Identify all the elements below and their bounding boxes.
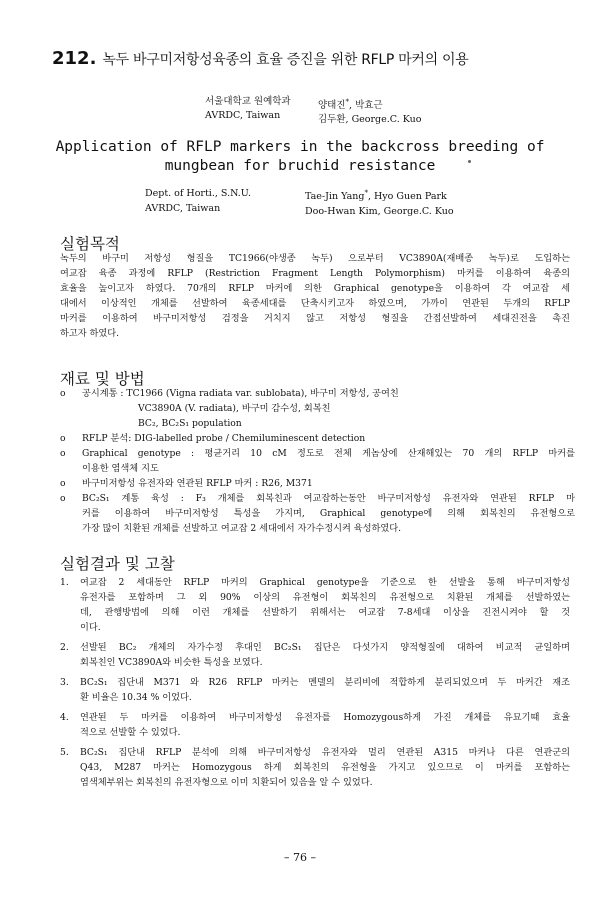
item-line: 이다. [80,622,101,633]
item-number: 1. [60,577,69,588]
authors-english [305,186,454,219]
author-ko-1: 양태진 [318,100,346,112]
authors-en-2: Doo-Hwan Kim, George.C. Kuo [305,206,454,218]
affiliation-ko-2: AVRDC, Taiwan [205,110,281,121]
affiliation-en-2: AVRDC, Taiwan [145,203,221,214]
item-line: 데, 관행방법에 의해 이런 개체를 선발하기 위해서는 여교잡 7-8세대 이상을 진전시켜야 할 것 [80,607,570,618]
bullet: o [60,388,66,399]
bullet: o [60,493,66,504]
item-number: 5. [60,747,69,758]
item-line: 염색체부위는 회복친의 유전자형으로 이미 치환되어 있음을 알 수 있었다. [80,777,373,788]
item-line: 이용한 염색체 지도 [82,463,159,474]
author-en-1: Tae-Jin Yang [305,191,365,203]
item-line: 커를 이용하여 바구미저항성 특성을 가지며, Graphical genotype에 의해 회복친의 유전형으로 [82,508,575,519]
item-line: BC₂S₁ 계통 육성 : F₃ 개체를 회복친과 여교잡하는동안 바구미저항성 유전자와 연관된 RFLP 마 [82,493,575,504]
objective-line: 마커를 이용하여 바구미저항성 검정을 거치지 않고 저항성 형질을 간접선발하여 세대진전을 촉진 [60,313,570,324]
objective-paragraph [60,251,570,341]
item-line: 환 비율은 10.34 % 이었다. [80,692,192,703]
item-line: Graphical genotype : 평균거리 10 cM 정도로 전체 게놈상에 산재해있는 70 개의 RFLP 마커를 [82,448,575,459]
list-item [60,710,570,740]
section-heading-materials: 재료 및 방법 [60,370,145,388]
item-number: 4. [60,712,69,723]
bullet: o [60,433,66,444]
title-korean: 녹두 바구미저항성육종의 효율 증진을 위한 RFLP 마커의 이용 [102,52,469,68]
objective-line: 하고자 하였다. [60,328,120,339]
item-line: RFLP 분석: DIG-labelled probe / Chemiluminescent detection [82,433,366,444]
item-line: 적으로 선발할 수 있었다. [80,727,181,738]
list-item [60,476,575,491]
item-line: 바구미저항성 유전자와 연관된 RFLP 마커 : R26, M371 [82,478,313,489]
title-english [40,138,560,176]
item-line: BC₂S₁ 집단내 M371 와 R26 RFLP 마커는 멘델의 분리비에 적합하게 분리되었으며 두 마커간 재조 [80,677,570,688]
item-line: 공시계통 : TC1966 (Vigna radiata var. sublobata), 바구미 저항성, 공여친 [82,388,399,399]
results-list [60,575,570,790]
item-line: BC₂, BC₂S₁ population [138,418,242,429]
corresponding-mark-en: * [364,189,368,197]
affiliation-ko-1: 서울대학교 원예학과 [205,96,291,107]
title-english-line-1: Application of RFLP markers in the backcross breeding of [55,139,545,155]
paper-title-row [52,48,572,69]
list-item [60,640,570,670]
bullet: o [60,478,66,489]
affiliation-english [145,186,251,216]
authors-ko-2: 김두환, George.C. Kuo [318,114,422,126]
objective-line: 녹두의 바구미 저항성 형질을 TC1966(야생종 녹두) 으로부터 VC3890A(재배종 녹두)로 도입하는 [60,253,570,264]
authors-korean [318,95,421,127]
speck [468,160,471,163]
item-line: 유전자를 포함하며 그 외 90% 이상의 유전형이 회복친의 유전형으로 치환된 개체를 선발하였는 [80,592,570,603]
abstract-number: 212. [52,48,97,69]
page-number: – 76 – [284,851,316,864]
list-item [60,446,575,476]
item-number: 2. [60,642,69,653]
bullet: o [60,448,66,459]
author-en-rest: , Hyo Guen Park [367,191,447,203]
item-line: 여교잡 2 세대동안 RFLP 마커의 Graphical genotype을 기준으로 한 선발을 통해 바구미저항성 [80,577,570,588]
corresponding-mark: * [345,98,350,106]
list-item [60,431,575,446]
author-ko-rest: , 박효근 [349,100,383,112]
objective-line: 효율을 높이고자 하였다. 70개의 RFLP 마커에 의한 Graphical genotype을 이용하여 각 여교잡 세 [60,283,570,294]
item-line: Q43, M287 마커는 Homozygous 하게 회복친의 유전형을 가지고 있으므로 이 마커를 포함하는 [80,762,570,773]
objective-line: 여교잡 육종 과정에 RFLP (Restriction Fragment Length Polymorphism) 마커를 이용하여 육종의 [60,268,570,279]
title-english-line-2: mungbean for bruchid resistance [164,158,436,174]
materials-list [60,386,575,536]
list-item [60,575,570,635]
item-line: 선발된 BC₂ 개체의 자가수정 후대인 BC₂S₁ 집단은 다섯가지 양적형질에 대하여 비교적 균일하며 [80,642,570,653]
list-item [60,386,575,431]
item-line: 연관된 두 마커를 이용하여 바구미저항성 유전자를 Homozygous하게 가진 개체를 유묘기때 효율 [80,712,570,723]
section-heading-objective: 실험목적 [60,235,120,253]
item-number: 3. [60,677,69,688]
objective-line: 대에서 이상적인 개체를 선발하여 육종세대를 단축시키고자 하였으며, 가까이 연관된 두개의 RFLP [60,298,570,309]
affiliation-en-1: Dept. of Horti., S.N.U. [145,188,251,199]
item-line: 가장 많이 치환된 개체를 선발하고 여교잡 2 세대에서 자가수정시켜 육성하였다. [82,523,402,534]
section-heading-results: 실험결과 및 고찰 [60,555,175,573]
item-line: VC3890A (V. radiata), 바구미 감수성, 회복친 [138,403,331,414]
item-line: 회복친인 VC3890A와 비슷한 특성을 보였다. [80,657,263,668]
list-item [60,491,575,536]
item-line: BC₂S₁ 집단내 RFLP 분석에 의해 바구미저항성 유전자와 멀리 연관된 A315 마커나 다른 연관군의 [80,747,570,758]
affiliation-korean [205,95,291,123]
list-item [60,675,570,705]
list-item [60,745,570,790]
